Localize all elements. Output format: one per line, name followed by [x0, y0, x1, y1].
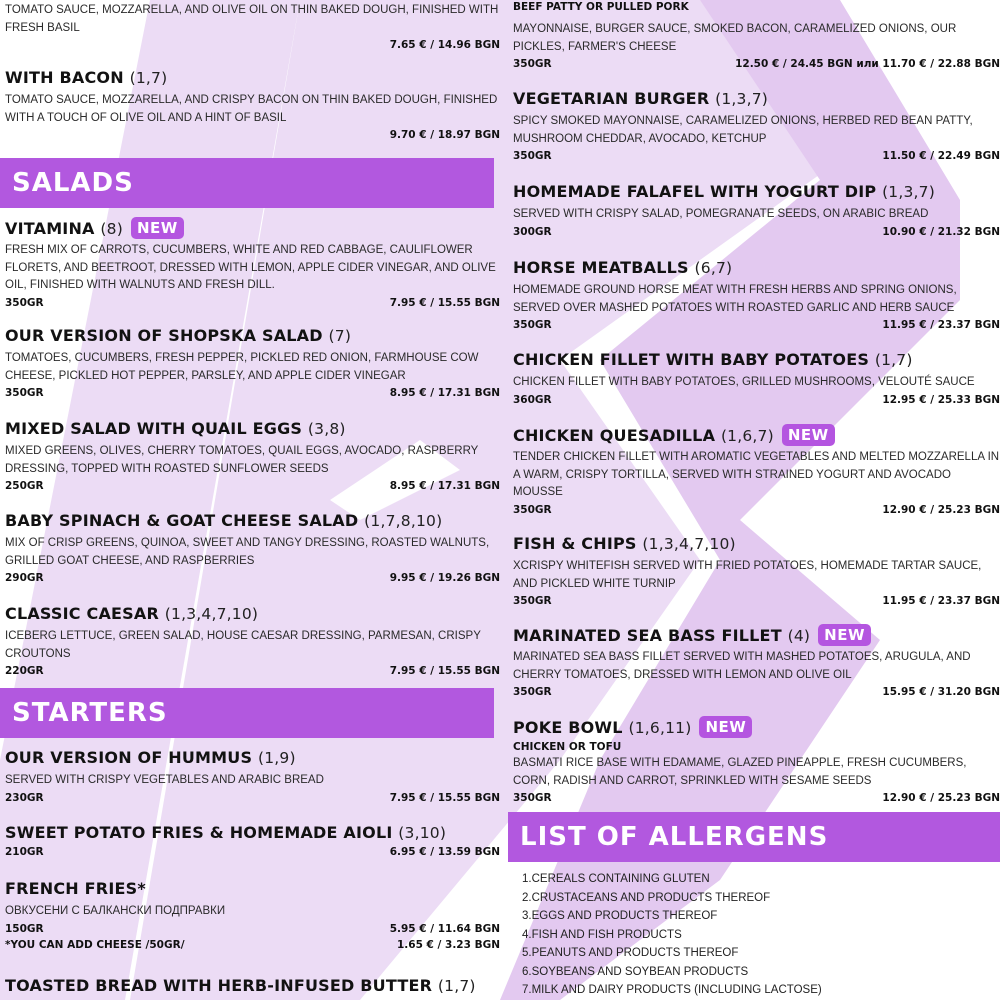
menu-item-poke-bowl	[513, 716, 1000, 807]
menu-item-shopska-salad	[5, 325, 500, 402]
item-allergens: (1,3,4,7,10)	[642, 535, 736, 553]
section-header-salads: SALADS	[0, 158, 494, 208]
menu-item-vitamina	[5, 217, 500, 312]
item-allergens: (6,7)	[694, 259, 733, 277]
menu-item-horse-meatballs	[513, 257, 1000, 334]
item-price: 11.50 € / 22.49 BGN	[882, 150, 1000, 162]
item-description: BASMATI RICE BASE WITH EDAMAME, GLAZED PINEAPPLE, FRESH CUCUMBERS, CORN, RADISH AND CARROT, SPRINKLED WITH SESAME SEEDS	[513, 757, 967, 787]
item-price: 9.95 € / 19.26 BGN	[389, 572, 500, 584]
item-footer	[5, 921, 500, 937]
allergen-list-item: 5.PEANUTS AND PRODUCTS THEREOF	[522, 947, 739, 959]
section-header-allergens: LIST OF ALLERGENS	[508, 812, 1000, 862]
new-badge: NEW	[699, 716, 752, 738]
item-description: SERVED WITH CRISPY SALAD, POMEGRANATE SEEDS, ON ARABIC BREAD	[513, 208, 929, 220]
item-weight: 350GR	[513, 319, 552, 331]
item-price: 8.95 € / 17.31 BGN	[389, 480, 500, 492]
allergen-list-item: 6.SOYBEANS AND SOYBEAN PRODUCTS	[522, 965, 749, 978]
item-name: CLASSIC CAESAR (1,3,4,7,10)	[5, 604, 259, 623]
item-allergens: (8)	[100, 220, 123, 238]
item-price: 12.50 € / 24.45 BGN или 11.70 € / 22.88 BGN	[735, 58, 1000, 70]
item-footer	[5, 37, 500, 54]
item-price: 9.70 € / 18.97 BGN	[389, 129, 500, 141]
item-description: HOMEMADE GROUND HORSE MEAT WITH FRESH HERBS AND SPRING ONIONS, SERVED OVER MASHED POTATOES WITH ROASTED GARLIC AND HERB SAUCE	[513, 284, 957, 314]
menu-item-chicken-fillet	[513, 349, 1000, 409]
item-subtitle: CHICKEN OR TOFU	[513, 741, 622, 753]
item-price: 5.95 € / 11.64 BGN	[389, 922, 500, 935]
item-footer	[513, 684, 1000, 701]
item-name: VITAMINA (8) NEW	[5, 217, 500, 239]
item-name: BABY SPINACH & GOAT CHEESE SALAD (1,7,8,10)	[5, 511, 443, 530]
item-name: CHICKEN QUESADILLA (1,6,7) NEW	[513, 424, 1000, 446]
item-price: 7.95 € / 15.55 BGN	[389, 665, 500, 677]
new-badge: NEW	[782, 424, 835, 446]
item-name: OUR VERSION OF HUMMUS (1,9)	[5, 748, 296, 767]
allergen-list-item: 1.CEREALS CONTAINING GLUTEN	[522, 873, 710, 885]
menu-item-vegetarian-burger	[513, 88, 1000, 165]
item-price: 7.65 € / 14.96 BGN	[389, 39, 500, 51]
allergen-list	[522, 870, 822, 1000]
item-name: OUR VERSION OF SHOPSKA SALAD (7)	[5, 326, 352, 345]
item-name: CHICKEN FILLET WITH BABY POTATOES (1,7)	[513, 350, 913, 369]
item-footer	[513, 148, 1000, 165]
item-footer	[5, 478, 500, 495]
item-footer	[513, 593, 1000, 610]
item-price: 12.95 € / 25.33 BGN	[882, 393, 1000, 406]
item-description: TENDER CHICKEN FILLET WITH AROMATIC VEGETABLES AND MELTED MOZZARELLA IN A WARM, CRISPY TORTILLA, SERVED WITH STRAINED YOGURT AND AVOCADO MOUSSE	[513, 451, 1000, 498]
menu-item-falafel	[513, 181, 1000, 241]
extra-note: *YOU CAN ADD CHEESE /50GR/	[5, 938, 185, 951]
item-weight: 350GR	[513, 503, 552, 516]
item-name: SWEET POTATO FRIES & HOMEMADE AIOLI (3,10)	[5, 823, 447, 842]
menu-item-sweet-potato-fries	[5, 822, 500, 861]
item-weight: 350GR	[5, 296, 44, 309]
item-footer	[5, 570, 500, 587]
item-description: TOMATOES, CUCUMBERS, FRESH PEPPER, PICKLED RED ONION, FARMHOUSE COW CHEESE, PICKLED HOT PEPPER, PARSLEY, AND APPLE CIDER VINEGAR	[5, 352, 479, 382]
item-footer	[5, 663, 500, 680]
item-price: 11.95 € / 23.37 BGN	[882, 319, 1000, 331]
item-footer	[5, 844, 500, 861]
item-allergens: (4)	[787, 627, 811, 645]
item-description: ОВКУСЕНИ С БАЛКАНСКИ ПОДПРАВКИ	[5, 905, 226, 917]
item-allergens: (1,3,7)	[882, 183, 935, 201]
item-description: MIX OF CRISP GREENS, QUINOA, SWEET AND TANGY DRESSING, ROASTED WALNUTS, GRILLED GOAT CHEESE, AND RASPBERRIES	[5, 537, 490, 567]
menu-item-baby-spinach-goat-cheese	[5, 510, 500, 587]
item-name: HOMEMADE FALAFEL WITH YOGURT DIP (1,3,7)	[513, 182, 935, 201]
item-description: SPICY SMOKED MAYONNAISE, CARAMELIZED ONIONS, HERBED RED BEAN PATTY, MUSHROOM CHEDDAR, AVOCADO, KETCHUP	[513, 115, 973, 145]
item-weight: 350GR	[513, 58, 552, 70]
item-price: 11.95 € / 23.37 BGN	[882, 595, 1000, 607]
item-allergens: (1,9)	[257, 749, 296, 767]
item-description: XCRISPY WHITEFISH SERVED WITH FRIED POTATOES, HOMEMADE TARTAR SAUCE, AND PICKLED WHITE TURNIP	[513, 560, 982, 590]
new-badge: NEW	[818, 624, 871, 646]
item-name: FISH & CHIPS (1,3,4,7,10)	[513, 534, 736, 553]
item-allergens: (1,6,7)	[720, 427, 774, 445]
item-weight: 350GR	[513, 792, 552, 804]
item-name: VEGETARIAN BURGER (1,3,7)	[513, 89, 769, 108]
item-description: ICEBERG LETTUCE, GREEN SALAD, HOUSE CAESAR DRESSING, PARMESAN, CRISPY CROUTONS	[5, 630, 481, 660]
item-description: SERVED WITH CRISPY VEGETABLES AND ARABIC BREAD	[5, 774, 324, 786]
item-price: 12.90 € / 25.23 BGN	[882, 792, 1000, 804]
menu-item-toasted-bread	[5, 975, 500, 997]
item-footer	[513, 392, 1000, 409]
item-description: FRESH MIX OF CARROTS, CUCUMBERS, WHITE AND RED CABBAGE, CAULIFLOWER FLORETS, AND BEETROOT, DRESSED WITH LEMON, APPLE CIDER VINEGAR, AND OLIVE OIL, FINISHED WITH WALNUTS AND FRESH DILL.	[5, 244, 496, 291]
menu-item-sea-bass-fillet	[513, 624, 1000, 701]
menu-item-hummus	[5, 747, 500, 807]
item-footer	[5, 295, 500, 312]
allergen-list-item: 4.FISH AND FISH PRODUCTS	[522, 928, 682, 941]
item-allergens: (1,7,8,10)	[364, 512, 443, 530]
item-footer	[5, 385, 500, 402]
item-name: MIXED SALAD WITH QUAIL EGGS (3,8)	[5, 419, 346, 438]
allergen-list-item: 3.EGGS AND PRODUCTS THEREOF	[522, 910, 718, 922]
item-footer	[513, 56, 1000, 73]
item-weight: 220GR	[5, 665, 44, 677]
item-name: HORSE MEATBALLS (6,7)	[513, 258, 733, 277]
item-price: 15.95 € / 31.20 BGN	[882, 686, 1000, 698]
item-price: 10.90 € / 21.32 BGN	[882, 225, 1000, 238]
item-price: 8.95 € / 17.31 BGN	[389, 387, 500, 399]
item-price: 6.95 € / 13.59 BGN	[389, 846, 500, 858]
item-weight: 350GR	[5, 387, 44, 399]
item-allergens: (1,7)	[874, 351, 913, 369]
item-footer	[513, 790, 1000, 807]
item-allergens: (7)	[328, 327, 352, 345]
item-weight: 290GR	[5, 572, 44, 584]
item-allergens: (3,10)	[398, 824, 447, 842]
menu-item-fish-and-chips	[513, 533, 1000, 610]
item-weight: 350GR	[513, 595, 552, 607]
allergen-list-item: 7.MILK AND DAIRY PRODUCTS (INCLUDING LACTOSE)	[522, 984, 822, 996]
item-weight: 350GR	[513, 150, 552, 162]
item-allergens: (1,7)	[437, 977, 476, 995]
item-name: FRENCH FRIES*	[5, 879, 146, 898]
item-name: POKE BOWL (1,6,11) NEW	[513, 716, 1000, 738]
item-description: TOMATO SAUCE, MOZZARELLA, AND CRISPY BACON ON THIN BAKED DOUGH, FINISHED WITH A TOUCH OF OLIVE OIL AND A HINT OF BASIL	[5, 94, 498, 124]
item-allergens: (1,7)	[129, 69, 168, 87]
menu-item-burger-continued	[513, 0, 1000, 73]
item-price: 7.95 € / 15.55 BGN	[389, 791, 500, 804]
item-weight: 250GR	[5, 480, 44, 492]
allergen-list-item: 2.CRUSTACEANS AND PRODUCTS THEREOF	[522, 891, 771, 904]
extra-price: 1.65 € / 3.23 BGN	[397, 938, 500, 951]
item-price: 12.90 € / 25.23 BGN	[882, 503, 1000, 516]
item-description: MAYONNAISE, BURGER SAUCE, SMOKED BACON, CARAMELIZED ONIONS, OUR PICKLES, FARMER'S CHEESE	[513, 23, 957, 53]
menu-item-margherita-continued	[5, 2, 500, 54]
item-name: TOASTED BREAD WITH HERB-INFUSED BUTTER (1,7)	[5, 976, 476, 995]
section-header-starters: STARTERS	[0, 688, 494, 738]
item-name: MARINATED SEA BASS FILLET (4) NEW	[513, 624, 1000, 646]
item-name: WITH BACON (1,7)	[5, 68, 168, 87]
item-footer	[513, 502, 1000, 519]
item-extra	[5, 937, 500, 953]
item-weight: 150GR	[5, 922, 44, 935]
item-weight: 360GR	[513, 393, 552, 406]
item-weight: 210GR	[5, 846, 44, 858]
item-footer	[5, 790, 500, 807]
item-weight: 350GR	[513, 686, 552, 698]
item-subtitle: BEEF PATTY OR PULLED PORK	[513, 1, 689, 13]
item-description: MIXED GREENS, OLIVES, CHERRY TOMATOES, QUAIL EGGS, AVOCADO, RASPBERRY DRESSING, TOPPED WITH ROASTED SUNFLOWER SEEDS	[5, 445, 479, 475]
item-description: CHICKEN FILLET WITH BABY POTATOES, GRILLED MUSHROOMS, VELOUTÉ SAUCE	[513, 376, 975, 388]
menu-item-with-bacon	[5, 67, 500, 144]
item-allergens: (3,8)	[307, 420, 346, 438]
item-weight: 300GR	[513, 225, 552, 238]
item-footer	[5, 127, 500, 144]
menu-item-classic-caesar	[5, 603, 500, 680]
item-description: TOMATO SAUCE, MOZZARELLA, AND OLIVE OIL ON THIN BAKED DOUGH, FINISHED WITH FRESH BASIL	[5, 4, 499, 34]
menu-item-chicken-quesadilla	[513, 424, 1000, 519]
item-allergens: (1,6,11)	[628, 719, 692, 737]
item-footer	[513, 224, 1000, 241]
menu-item-mixed-salad-quail-eggs	[5, 418, 500, 495]
item-description: MARINATED SEA BASS FILLET SERVED WITH MASHED POTATOES, ARUGULA, AND CHERRY TOMATOES, DRESSED WITH LEMON AND OLIVE OIL	[513, 651, 971, 681]
new-badge: NEW	[131, 217, 184, 239]
item-weight: 230GR	[5, 791, 44, 804]
item-footer	[513, 317, 1000, 334]
item-price: 7.95 € / 15.55 BGN	[389, 296, 500, 309]
menu-item-french-fries	[5, 878, 500, 953]
item-allergens: (1,3,4,7,10)	[164, 605, 259, 623]
item-allergens: (1,3,7)	[715, 90, 769, 108]
